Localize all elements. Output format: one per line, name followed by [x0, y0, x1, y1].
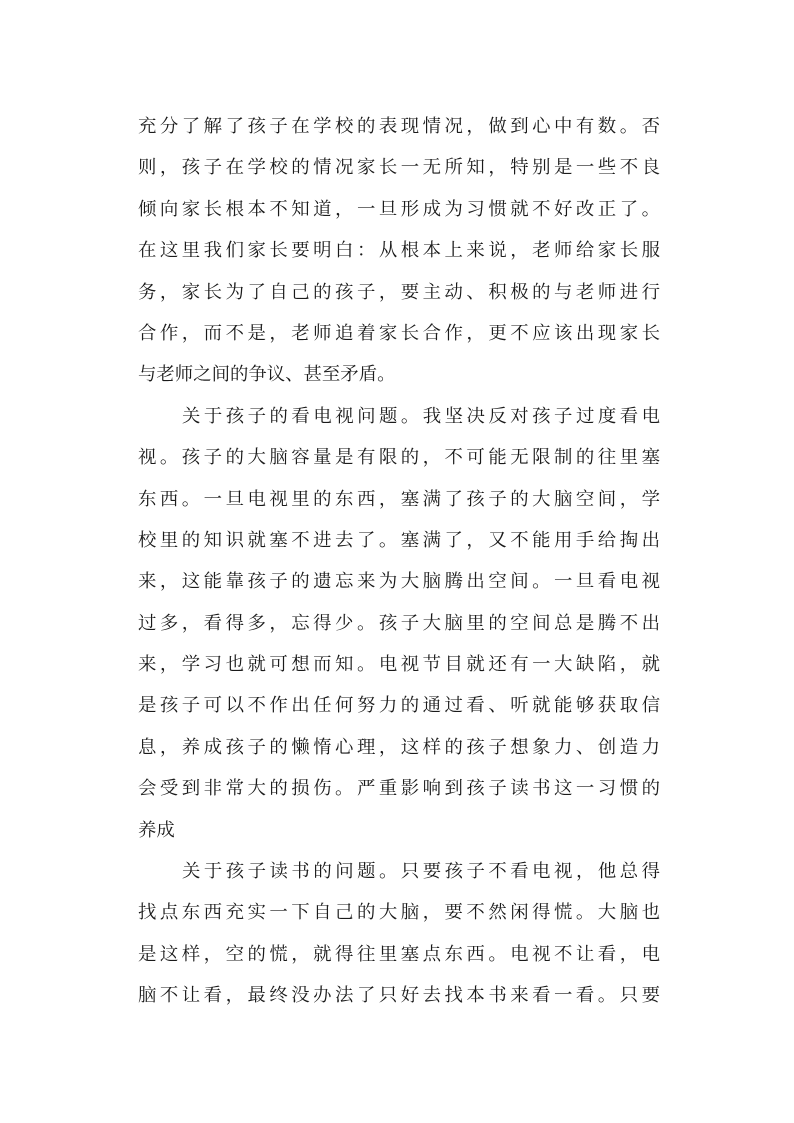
paragraph-1-line-6: 合作，而不是，老师追着家长合作，更不应该出现家长: [138, 322, 660, 344]
paragraph-2-line-8: 是孩子可以不作出任何努力的通过看、听就能够获取信: [138, 695, 660, 717]
paragraph-3-line-4: 脑不让看，最终没办法了只好去找本书来看一看。只要: [138, 985, 660, 1007]
paragraph-2-line-2: 视。孩子的大脑容量是有限的，不可能无限制的往里塞: [138, 447, 660, 469]
body-text: [138, 106, 660, 1017]
paragraph-3-line-3: 是这样，空的慌，就得往里塞点东西。电视不让看，电: [138, 943, 660, 965]
paragraph-1-line-1: 充分了解了孩子在学校的表现情况，做到心中有数。否: [138, 116, 660, 137]
paragraph-2-line-9: 息，养成孩子的懒惰心理，这样的孩子想象力、创造力: [138, 736, 660, 758]
paragraph-1-line-2: 则，孩子在学校的情况家长一无所知，特别是一些不良: [138, 157, 660, 179]
paragraph-2-line-3: 东西。一旦电视里的东西，塞满了孩子的大脑空间，学: [138, 488, 660, 510]
paragraph-1-line-7: 与老师之间的争议、甚至矛盾。: [138, 364, 396, 386]
paragraph-2-line-5: 来，这能靠孩子的遗忘来为大脑腾出空间。一旦看电视: [138, 571, 660, 593]
paragraph-3-line-2: 找点东西充实一下自己的大脑，要不然闲得慌。大脑也: [138, 902, 660, 924]
paragraph-2-line-1: 关于孩子的看电视问题。我坚决反对孩子过度看电: [182, 405, 660, 427]
paragraph-1-line-4: 在这里我们家长要明白：从根本上来说，老师给家长服: [138, 240, 660, 262]
paragraph-2-line-11: 养成: [138, 819, 175, 841]
paragraph-2-line-4: 校里的知识就塞不进去了。塞满了，又不能用手给掏出: [138, 529, 660, 551]
paragraph-1-line-5: 务，家长为了自己的孩子，要主动、积极的与老师进行: [138, 281, 660, 303]
paragraph-3-line-1: 关于孩子读书的问题。只要孩子不看电视，他总得: [182, 861, 660, 883]
paragraph-1-line-3: 倾向家长根本不知道，一旦形成为习惯就不好改正了。: [138, 198, 660, 220]
paragraph-2-line-7: 来，学习也就可想而知。电视节目就还有一大缺陷，就: [138, 654, 660, 676]
paragraph-2-line-10: 会受到非常大的损伤。严重影响到孩子读书这一习惯的: [138, 778, 660, 800]
paragraph-2-line-6: 过多，看得多，忘得少。孩子大脑里的空间总是腾不出: [138, 612, 660, 634]
